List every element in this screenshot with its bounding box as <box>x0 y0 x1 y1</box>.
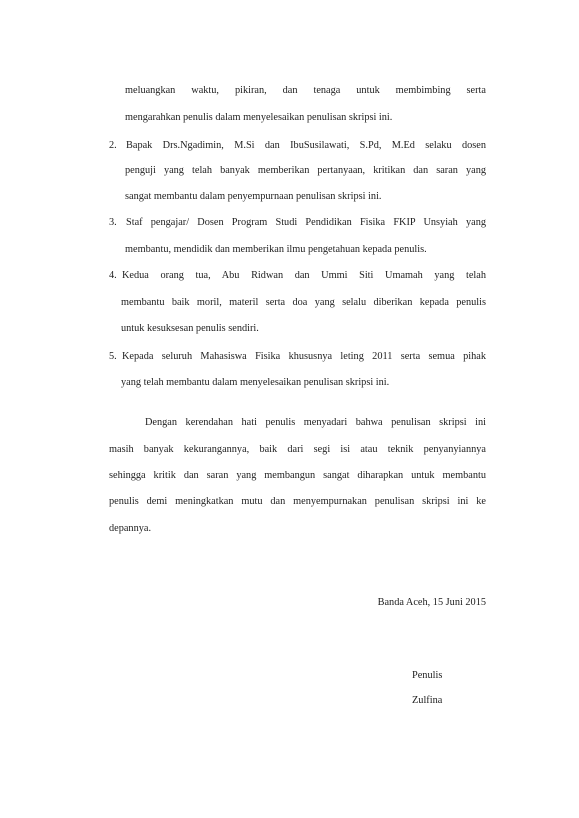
place-date: Banda Aceh, 15 Juni 2015 <box>377 597 486 608</box>
item-4-line-1: Kedua orang tua, Abu Ridwan dan Ummi Siti Umamah yang telah <box>122 270 486 281</box>
item-5-number: 5. <box>109 351 117 362</box>
item-2-line-1: Bapak Drs.Ngadimin, M.Si dan IbuSusilawati, S.Pd, M.Ed selaku dosen <box>126 140 486 151</box>
signature-name: Zulfina <box>412 695 443 706</box>
signature-role: Penulis <box>412 670 443 681</box>
item-5-line-2: yang telah membantu dalam menyelesaikan penulisan skripsi ini. <box>121 377 390 388</box>
intro-line-2: mengarahkan penulis dalam menyelesaikan penulisan skripsi ini. <box>125 112 393 123</box>
item-3-line-2: membantu, mendidik dan memberikan ilmu pengetahuan kepada penulis. <box>125 244 427 255</box>
closing-line-4: penulis demi meningkatkan mutu dan menyempurnakan penulisan skripsi ini ke <box>109 496 486 507</box>
item-5-line-1: Kepada seluruh Mahasiswa Fisika khususnya leting 2011 serta semua pihak <box>122 351 486 362</box>
item-2-line-3: sangat membantu dalam penyempurnaan penulisan skripsi ini. <box>125 191 382 202</box>
item-4-number: 4. <box>109 270 117 281</box>
closing-line-1: Dengan kerendahan hati penulis menyadari bahwa penulisan skripsi ini <box>145 417 486 428</box>
item-4-line-3: untuk kesuksesan penulis sendiri. <box>121 323 259 334</box>
closing-line-5: depannya. <box>109 523 152 534</box>
item-3-line-1: Staf pengajar/ Dosen Program Studi Pendidikan Fisika FKIP Unsyiah yang <box>126 217 486 228</box>
item-4-line-2: membantu baik moril, materil serta doa yang selalu diberikan kepada penulis <box>121 297 486 308</box>
closing-line-2: masih banyak kekurangannya, baik dari segi isi atau teknik penyanyiannya <box>109 444 486 455</box>
item-2-line-2: penguji yang telah banyak memberikan pertanyaan, kritikan dan saran yang <box>125 165 486 176</box>
closing-line-3: sehingga kritik dan saran yang membangun sangat diharapkan untuk membantu <box>109 470 486 481</box>
item-3-number: 3. <box>109 217 117 228</box>
intro-line-1: meluangkan waktu, pikiran, dan tenaga untuk membimbing serta <box>125 85 486 96</box>
item-2-number: 2. <box>109 140 117 151</box>
